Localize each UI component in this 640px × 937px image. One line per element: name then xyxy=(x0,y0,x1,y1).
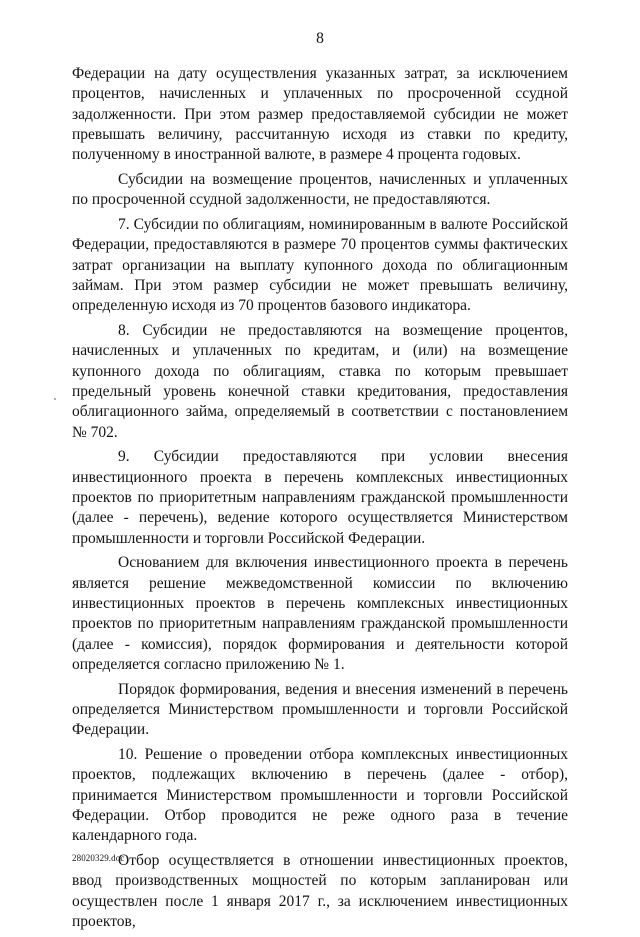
paragraph-item-10: 10. Решение о проведении отбора комплексных инвестиционных проектов, подлежащих включению в перечень (далее - отбор), принимается Министерством промышленности и торговли Российской Федерации. Отбор проводится не реже одного раза в течение календарного года. xyxy=(72,746,568,845)
document-file-code: 28020329.doc xyxy=(72,853,125,863)
document-body xyxy=(72,64,568,937)
margin-mark xyxy=(54,398,56,400)
paragraph: Субсидии на возмещение процентов, начисленных и уплаченных по просроченной ссудной задолженности, не предоставляются. xyxy=(72,170,568,209)
paragraph-item-8: 8. Субсидии не предоставляются на возмещение процентов, начисленных и уплаченных по кредитам, и (или) на возмещение купонного дохода по облигациям, ставка по которым превышает предельный уровень конечной ставки кредитования, предоставления облигационного займа, определяемый в соответствии с постановлением № 702. xyxy=(72,322,568,441)
page-number: 8 xyxy=(316,30,324,47)
paragraph-continuation: Федерации на дату осуществления указанных затрат, за исключением процентов, начисленных и уплаченных по просроченной ссудной задолженности. При этом размер предоставляемой субсидии не может превышать величину, рассчитанную исходя из ставки по кредиту, полученному в иностранной валюте, в размере 4 процента годовых. xyxy=(72,65,568,164)
paragraph-item-7: 7. Субсидии по облигациям, номинированным в валюте Российской Федерации, предоставляются в размере 70 процентов суммы фактических затрат организации на выплату купонного дохода по облигационным займам. При этом размер субсидии не может превышать величину, определенную исходя из 70 процентов базового индикатора. xyxy=(72,216,568,315)
paragraph-item-9: 9. Субсидии предоставляются при условии внесения инвестиционного проекта в перечень комплексных инвестиционных проектов по приоритетным направлениям гражданской промышленности (далее - перечень), ведение которого осуществляется Министерством промышленности и торговли Российской Федерации. xyxy=(72,448,568,547)
paragraph: Отбор осуществляется в отношении инвестиционных проектов, ввод производственных мощностей по которым запланирован или осуществлен после 1 января 2017 г., за исключением инвестиционных проектов, xyxy=(72,851,568,930)
paragraph: Порядок формирования, ведения и внесения изменений в перечень определяется Министерством промышленности и торговли Российской Федерации. xyxy=(72,680,568,739)
paragraph: Основанием для включения инвестиционного проекта в перечень является решение межведомственной комиссии по включению инвестиционных проектов в перечень комплексных инвестиционных проектов по приоритетным направлениям гражданской промышленности (далее - комиссия), порядок формирования и деятельности которой определяется согласно приложению № 1. xyxy=(72,554,568,673)
